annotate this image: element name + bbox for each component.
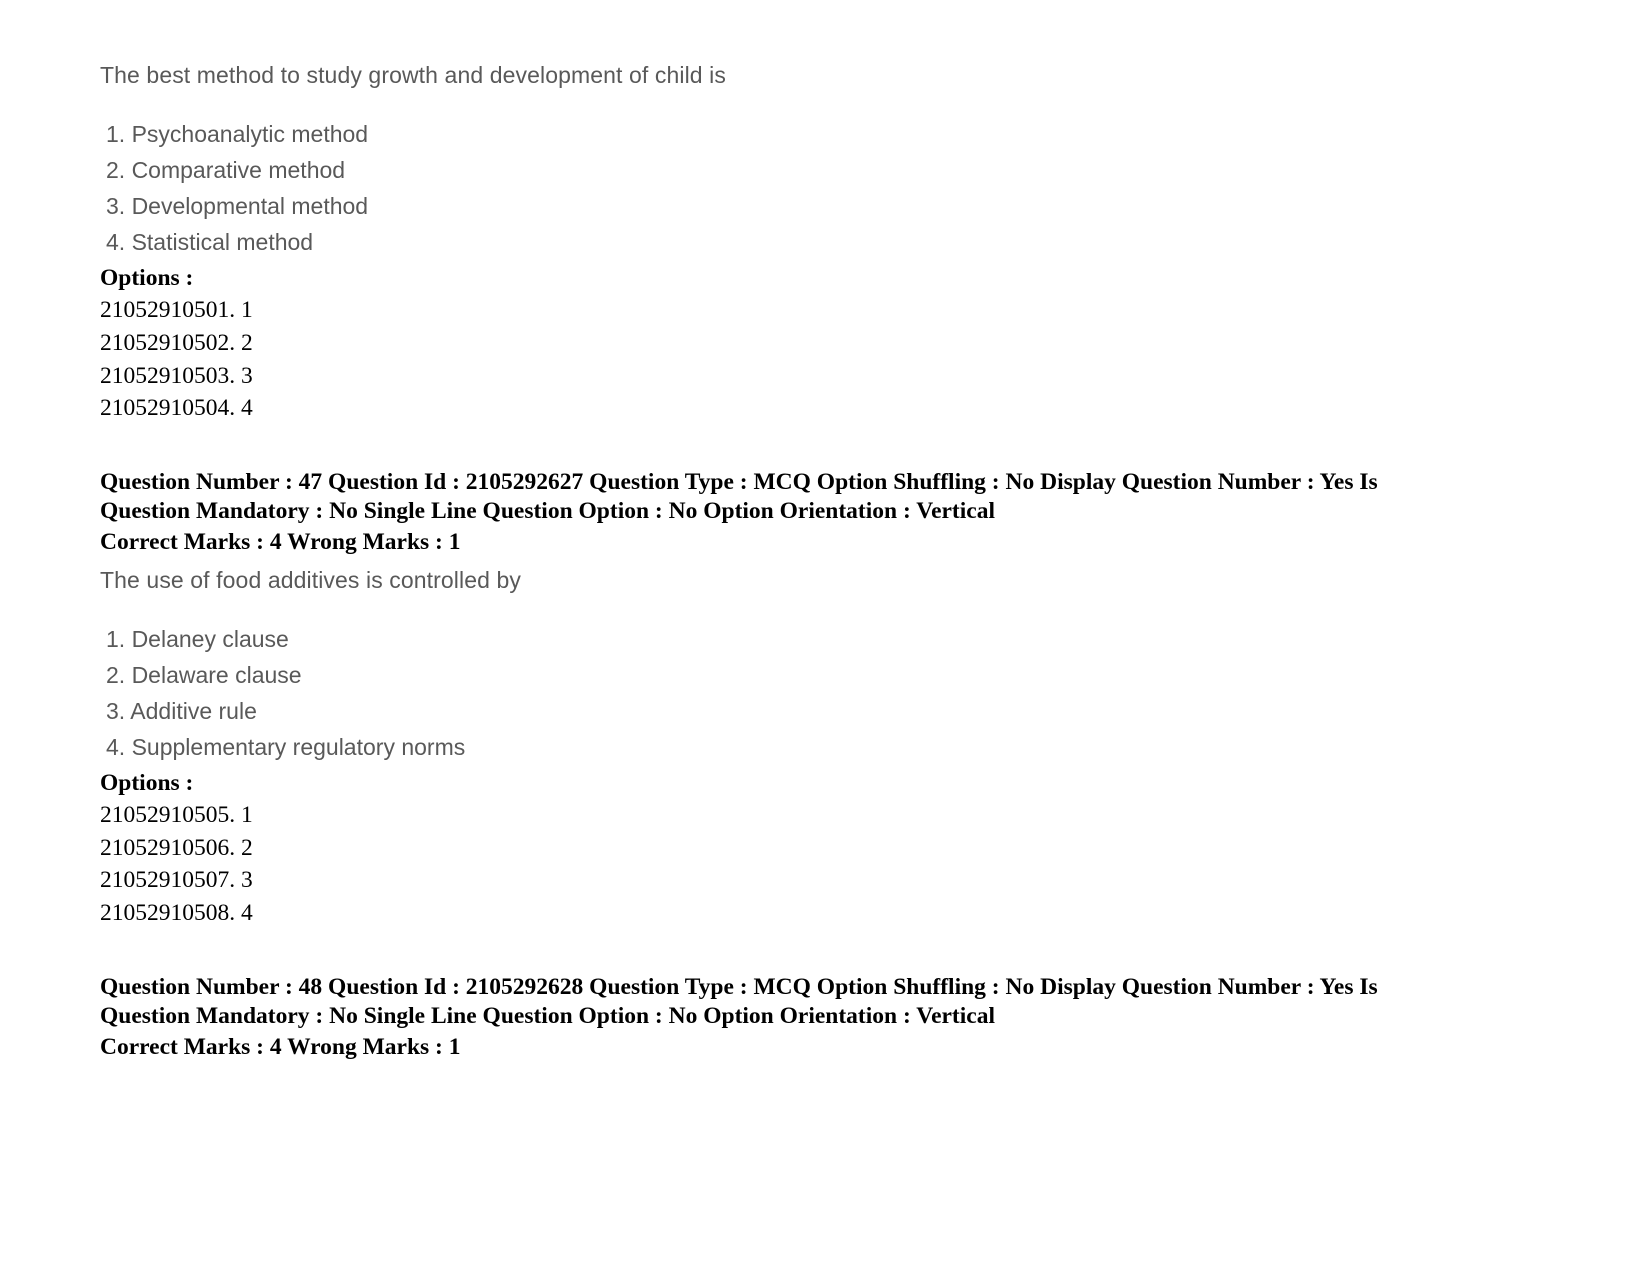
option-id-row: 21052910504. 4 [100,395,253,421]
answer-choice: 3. Additive rule [106,698,257,724]
answer-choice: 2. Comparative method [106,157,346,183]
question-stem: The use of food additives is controlled by [100,567,521,593]
options-heading: Options : [100,770,194,796]
option-id-row: 21052910505. 1 [100,802,253,828]
marks-line: Correct Marks : 4 Wrong Marks : 1 [100,529,461,555]
question-metadata-line: Question Number : 48 Question Id : 2105292628 Question Type : MCQ Option Shuffling : No Display Question Number : Yes Is [100,974,1378,1000]
option-id-row: 21052910508. 4 [100,900,253,926]
option-id-row: 21052910507. 3 [100,867,253,893]
answer-choice: 4. Supplementary regulatory norms [106,734,466,760]
option-id-row: 21052910501. 1 [100,297,253,323]
options-heading: Options : [100,265,194,291]
question-metadata [100,973,1520,1030]
option-id-row: 21052910502. 2 [100,330,253,356]
answer-choice: 4. Statistical method [106,229,314,255]
question-metadata-line: Question Number : 47 Question Id : 2105292627 Question Type : MCQ Option Shuffling : No Display Question Number : Yes Is [100,469,1378,495]
option-id-row: 21052910503. 3 [100,363,253,389]
question-metadata [100,468,1520,525]
answer-choice: 1. Delaney clause [106,626,289,652]
option-id-row: 21052910506. 2 [100,835,253,861]
question-stem: The best method to study growth and development of child is [100,62,726,88]
question-metadata-line: Question Mandatory : No Single Line Question Option : No Option Orientation : Vertical [100,1002,995,1029]
answer-choice: 1. Psychoanalytic method [106,121,369,147]
question-metadata-line: Question Mandatory : No Single Line Question Option : No Option Orientation : Vertical [100,497,995,524]
answer-choice: 3. Developmental method [106,193,369,219]
marks-line: Correct Marks : 4 Wrong Marks : 1 [100,1034,461,1060]
answer-choice: 2. Delaware clause [106,662,302,688]
